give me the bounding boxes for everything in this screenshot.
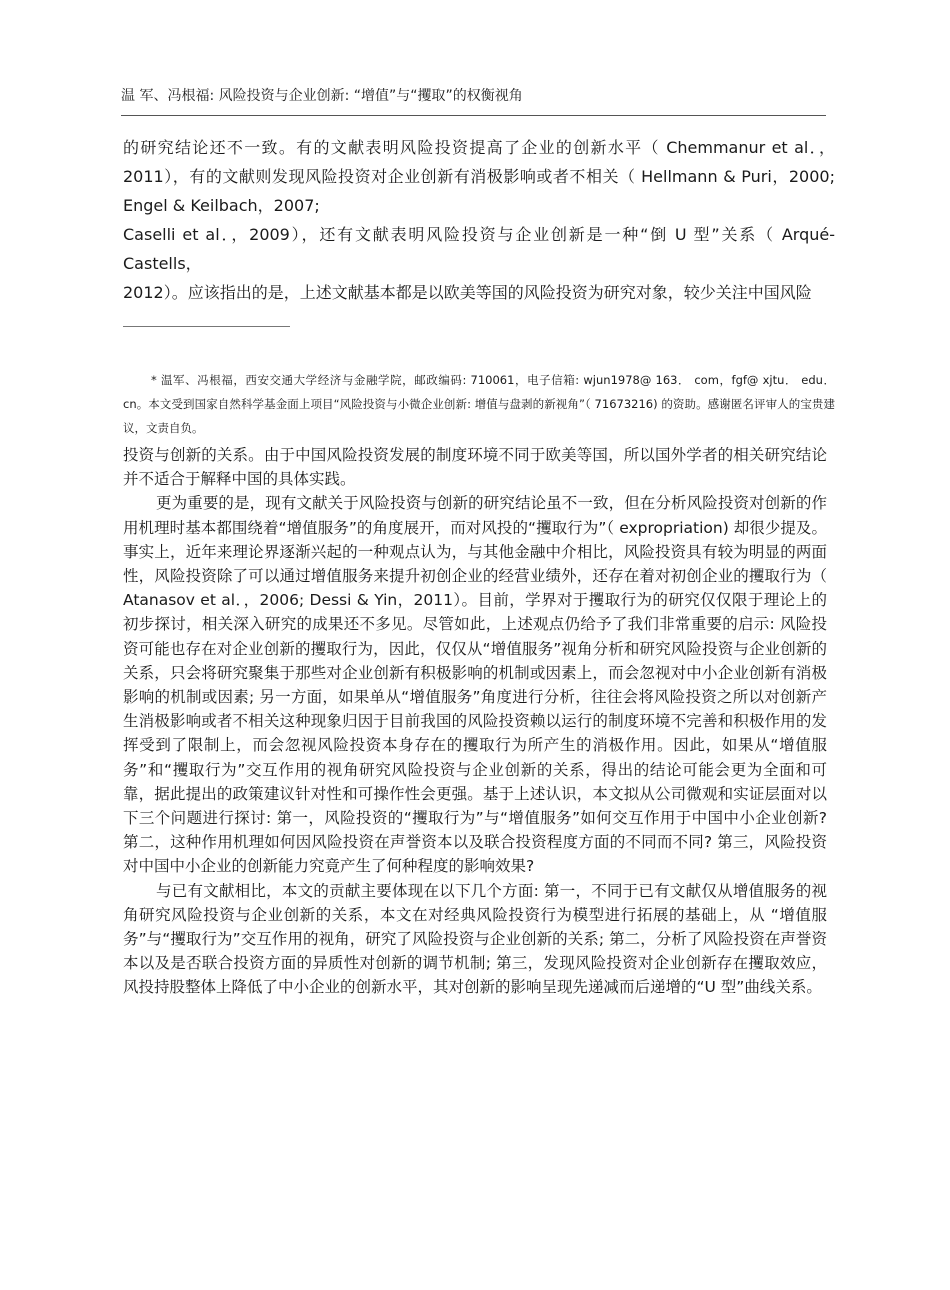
footnote: * 温军、冯根福，西安交通大学经济与金融学院，邮政编码: 710061，电子信箱: wjun1978@ 163． com，fgf@ xjtu． edu． cn。本文受到国家自然科学基金面上项目“风险投资与小微企业创新: 增值与盘剥的新视角”（ 71673216) 的资助。感谢匿名评审人的宝贵建议，文责自负。 [123, 373, 835, 435]
lead-text [123, 133, 835, 307]
header-rule [121, 115, 826, 116]
footnote-rule [123, 326, 290, 327]
lead-paragraph: Caselli et al．，2009），还有文献表明风险投资与企业创新是一种“倒 U 型”关系（ Arqué-Castells， [123, 225, 835, 273]
lead-paragraph: 2012）。应该指出的是，上述文献基本都是以欧美等国的风险投资为研究对象，较少关注中国风险 [123, 283, 812, 302]
body-paragraph: 与已有文献相比，本文的贡献主要体现在以下几个方面: 第一，不同于已有文献仅从增值服务的视角研究风险投资与企业创新的关系，本文在对经典风险投资行为模型进行拓展的基础上，从 “增值服务”与“攫取行为”交互作用的视角，研究了风险投资与企业创新的关系; 第二，分析了风险投资在声誉资本以及是否联合投资方面的异质性对创新的调节机制; 第三，发现风险投资对企业创新存在攫取效应，风投持股整体上降低了中小企业的创新水平，其对创新的影响呈现先递减而后递增的“U 型”曲线关系。 [123, 881, 827, 997]
body-paragraph: 投资与创新的关系。由于中国风险投资发展的制度环境不同于欧美等国，所以国外学者的相关研究结论并不适合于解释中国的具体实践。 [123, 446, 827, 489]
body-text [123, 443, 827, 1000]
lead-paragraph: 的研究结论还不一致。有的文献表明风险投资提高了企业的创新水平（ Chemmanur et al．，2011），有的文献则发现风险投资对企业创新有消极影响或者不相关（ Hellmann & Puri，2000; Engel & Keilbach，2007; [123, 138, 835, 215]
body-paragraph: 更为重要的是，现有文献关于风险投资与创新的研究结论虽不一致，但在分析风险投资对创新的作用机理时基本都围绕着“增值服务”的角度展开，而对风投的“攫取行为”（ expropriation) 却很少提及。事实上，近年来理论界逐渐兴起的一种观点认为，与其他金融中介相比，风险投资具有较为明显的两面性，风险投资除了可以通过增值服务来提升初创企业的经营业绩外，还存在着对初创企业的攫取行为（ Atanasov et al．，2006; Dessi & Yin，2011）。目前，学界对于攫取行为的研究仅仅限于理论上的初步探讨，相关深入研究的成果还不多见。尽管如此，上述观点仍给予了我们非常重要的启示: 风险投资可能也存在对企业创新的攫取行为，因此，仅仅从“增值服务”视角分析和研究风险投资与企业创新的关系，只会将研究聚集于那些对企业创新有积极影响的机制或因素上，而会忽视对中小企业创新有消极影响的机制或因素; 另一方面，如果单从“增值服务”角度进行分析，往往会将风险投资之所以对创新产生消极影响或者不相关这种现象归因于目前我国的风险投资赖以运行的制度环境不完善和积极作用的发挥受到了限制上，而会忽视风险投资本身存在的攫取行为所产生的消极作用。因此，如果从“增值服务”和“攫取行为”交互作用的视角研究风险投资与企业创新的关系，得出的结论可能会更为全面和可靠，据此提出的政策建议针对性和可操作性会更强。基于上述认识，本文拟从公司微观和实证层面对以下三个问题进行探讨: 第一，风险投资的“攫取行为”与“增值服务”如何交互作用于中国中小企业创新? 第二，这种作用机理如何因风险投资在声誉资本以及联合投资程度方面的不同而不同? 第三，风险投资对中国中小企业的创新能力究竟产生了何种程度的影响效果? [123, 494, 827, 876]
running-header: 温 军、冯根福: 风险投资与企业创新: “增值”与“攫取”的权衡视角 [121, 88, 523, 104]
